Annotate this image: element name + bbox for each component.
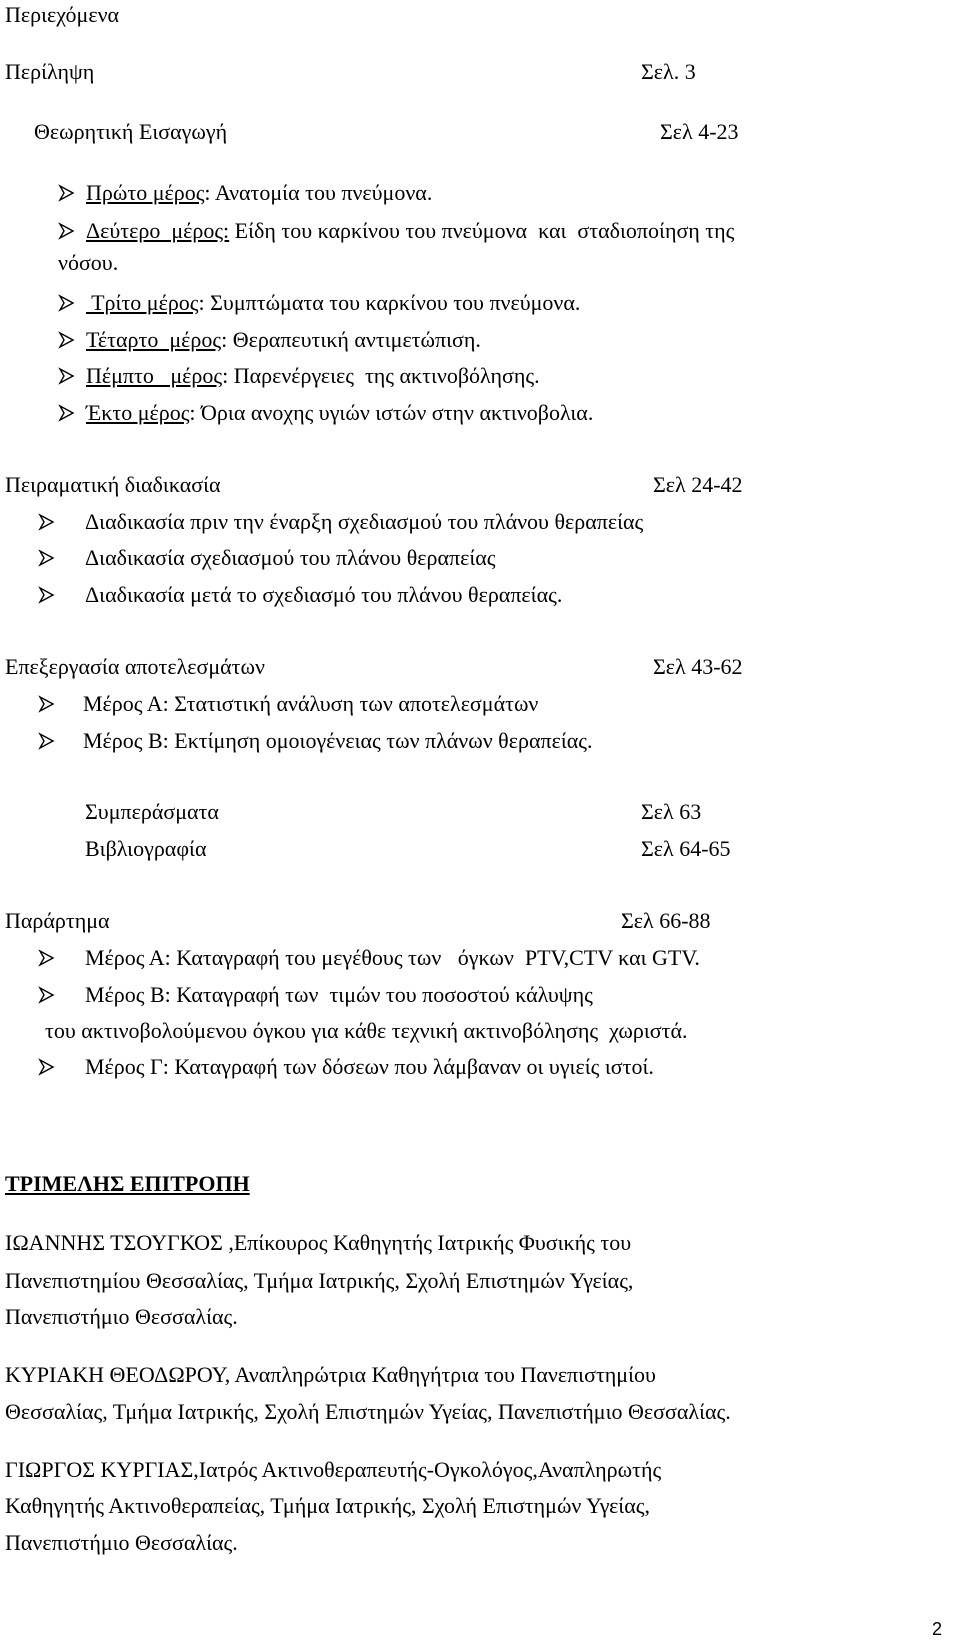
list-item: Τέταρτο μέρος: Θεραπευτική αντιμετώπιση. [86,327,481,352]
committee-member-line: Πανεπιστήμιο Θεσσαλίας. [5,1530,238,1555]
committee-member-line: ΚΥΡΙΑΚΗ ΘΕΟΔΩΡΟΥ, Αναπληρώτρια Καθηγήτρια του Πανεπιστημίου [5,1362,656,1387]
arrow-bullet-icon [38,1058,56,1076]
arrow-bullet-icon [58,404,76,422]
arrow-bullet-icon [58,222,76,240]
list-item: Διαδικασία σχεδιασμού του πλάνου θεραπείας [85,545,496,570]
arrow-bullet-icon [58,331,76,349]
arrow-bullet-icon [38,586,56,604]
list-item-continuation: του ακτινοβολούμενου όγκου για κάθε τεχνική ακτινοβόλησης χωριστά. [45,1018,688,1043]
list-item: Διαδικασία μετά το σχεδιασμό του πλάνου θεραπείας. [85,582,563,607]
bibliography-label: Βιβλιογραφία [85,836,207,861]
committee-member-line: Πανεπιστήμιο Θεσσαλίας. [5,1304,238,1329]
list-item: Τρίτο μέρος: Συμπτώματα του καρκίνου του πνεύμονα. [86,290,581,315]
arrow-bullet-icon [38,549,56,567]
list-item: Μέρος Α: Καταγραφή του μεγέθους των όγκων PTV,CTV και GTV. [85,945,700,970]
summary-pages: Σελ. 3 [641,59,696,84]
theory-pages: Σελ 4-23 [660,119,739,144]
conclusions-pages: Σελ 63 [641,799,702,824]
bibliography-pages: Σελ 64-65 [641,836,731,861]
page-number: 2 [931,1619,942,1639]
list-item: Πέμπτο μέρος: Παρενέργειες της ακτινοβόλησης. [86,363,540,388]
committee-member-line: Καθηγητής Ακτινοθεραπείας, Τμήμα Ιατρικής, Σχολή Επιστημών Υγείας, [5,1493,650,1518]
list-item: Μέρος Γ: Καταγραφή των δόσεων που λάμβαναν οι υγιείς ιστοί. [85,1054,654,1079]
list-item: Δεύτερο μέρος: Είδη του καρκίνου του πνεύμονα και σταδιοποίηση της [86,218,735,243]
summary-label: Περίληψη [5,59,95,84]
list-item: Διαδικασία πριν την έναρξη σχεδιασμού του πλάνου θεραπείας [85,509,644,534]
list-item-continuation: νόσου. [58,250,119,275]
committee-member-line: Πανεπιστημίου Θεσσαλίας, Τμήμα Ιατρικής, Σχολή Επιστημών Υγείας, [5,1268,634,1293]
committee-heading: ΤΡΙΜΕΛΗΣ ΕΠΙΤΡΟΠΗ [5,1171,250,1196]
theory-label: Θεωρητική Εισαγωγή [34,119,228,144]
list-item: Μέρος Β: Καταγραφή των τιμών του ποσοστού κάλυψης [85,982,593,1007]
committee-member-line: ΙΩΑΝΝΗΣ ΤΣΟΥΓΚΟΣ ,Επίκουρος Καθηγητής Ιατρικής Φυσικής του [5,1230,632,1255]
experimental-label: Πειραματική διαδικασία [5,472,221,497]
arrow-bullet-icon [38,695,56,713]
list-item: Έκτο μέρος: Όρια ανοχης υγιών ιστών στην ακτινοβολια. [86,400,594,425]
list-item: Μέρος Α: Στατιστική ανάλυση των αποτελεσμάτων [83,691,539,716]
arrow-bullet-icon [58,184,76,202]
arrow-bullet-icon [38,949,56,967]
appendix-pages: Σελ 66-88 [621,908,711,933]
committee-member-line: Θεσσαλίας, Τμήμα Ιατρικής, Σχολή Επιστημών Υγείας, Πανεπιστήμιο Θεσσαλίας. [5,1399,731,1424]
results-label: Επεξεργασία αποτελεσμάτων [5,654,265,679]
appendix-label: Παράρτημα [5,908,110,933]
conclusions-label: Συμπεράσματα [85,799,219,824]
arrow-bullet-icon [38,732,56,750]
arrow-bullet-icon [58,294,76,312]
arrow-bullet-icon [58,367,76,385]
experimental-pages: Σελ 24-42 [653,472,743,497]
results-pages: Σελ 43-62 [653,654,743,679]
toc-title: Περιεχόμενα [5,2,120,27]
arrow-bullet-icon [38,986,56,1004]
list-item: Πρώτο μέρος: Ανατομία του πνεύμονα. [86,180,433,205]
committee-member-line: ΓΙΩΡΓΟΣ ΚΥΡΓΙΑΣ,Ιατρός Ακτινοθεραπευτής-Ογκολόγος,Αναπληρωτής [5,1457,662,1482]
list-item: Μέρος Β: Εκτίμηση ομοιογένειας των πλάνων θεραπείας. [83,728,593,753]
arrow-bullet-icon [38,513,56,531]
